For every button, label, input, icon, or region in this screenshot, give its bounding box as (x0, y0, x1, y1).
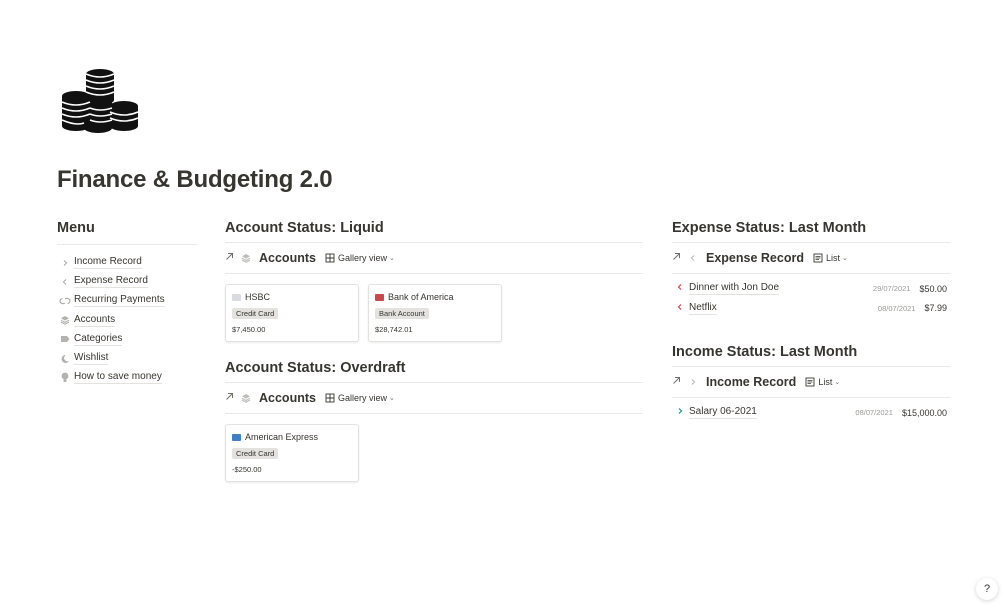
list-item[interactable] (672, 403, 950, 422)
card-name: American Express (245, 432, 319, 442)
view-label: List (825, 253, 840, 263)
list-item-date: 08/07/2021 (855, 408, 893, 418)
liquid-divider-bottom (225, 273, 643, 274)
card-icon (232, 434, 241, 441)
overdraft-divider-bottom (225, 413, 643, 414)
liquid-gallery (225, 284, 643, 342)
chevron-down-icon: ⌄ (841, 255, 848, 262)
expense-view-switcher[interactable] (813, 253, 848, 263)
overdraft-view-switcher[interactable] (325, 393, 395, 403)
list-item-date: 29/07/2021 (872, 284, 911, 294)
account-balance: -$250.00 (232, 465, 262, 474)
open-arrow-icon[interactable] (225, 392, 237, 404)
account-card-bank-of-america[interactable] (368, 284, 502, 342)
card-title-row (375, 291, 495, 303)
income-db-bar (672, 367, 950, 397)
flag-icon (232, 294, 241, 301)
gallery-view-icon (325, 393, 335, 403)
liquid-db-bar (225, 243, 643, 273)
income-divider-bottom (672, 397, 950, 398)
menu-item-label: Accounts (74, 313, 116, 325)
list-item-title: Dinner with Jon Doe (689, 282, 780, 294)
expense-heading: Expense Status: Last Month (672, 220, 867, 236)
page-title: Finance & Budgeting 2.0 (57, 166, 333, 193)
list-item-title: Netflix (689, 301, 717, 313)
card-name: Bank of America (388, 292, 454, 302)
chevron-left-icon (676, 283, 688, 294)
chevron-right-icon (687, 376, 699, 388)
menu-item-expense-record[interactable] (57, 272, 197, 291)
chevron-left-icon (676, 303, 688, 314)
coins-stack-icon[interactable] (60, 68, 140, 134)
overdraft-db-title[interactable]: Accounts (259, 391, 316, 405)
chevron-down-icon: ⌄ (388, 395, 395, 402)
menu-item-income-record[interactable] (57, 253, 197, 272)
menu-item-categories[interactable] (57, 330, 197, 349)
expense-db-bar (672, 243, 950, 273)
expense-section (672, 220, 950, 318)
list-item-amount: $15,000.00 (901, 407, 947, 418)
list-item[interactable] (672, 279, 950, 298)
card-title-row (232, 291, 352, 303)
list-item[interactable] (672, 298, 950, 317)
chevron-right-icon (58, 256, 72, 270)
liquid-db-title[interactable]: Accounts (259, 251, 316, 265)
moon-icon (58, 352, 72, 366)
menu-item-accounts[interactable] (57, 311, 197, 330)
account-balance: $28,742.01 (375, 325, 413, 334)
loop-icon (58, 294, 72, 308)
expense-db-title[interactable]: Expense Record (706, 251, 804, 265)
account-type-tag: Bank Account (375, 308, 429, 319)
menu-section (57, 220, 197, 387)
list-item-amount: $50.00 (919, 283, 947, 294)
chevron-down-icon: ⌄ (388, 255, 395, 262)
liquid-view-switcher[interactable] (325, 253, 395, 263)
layers-icon (58, 313, 72, 327)
view-label: Gallery view (337, 253, 387, 263)
open-arrow-icon[interactable] (672, 252, 684, 264)
open-arrow-icon[interactable] (225, 252, 237, 264)
menu-item-wishlist[interactable] (57, 349, 197, 368)
income-view-switcher[interactable] (805, 377, 840, 387)
overdraft-gallery (225, 424, 643, 482)
account-card-hsbc[interactable] (225, 284, 359, 342)
chevron-left-icon (58, 275, 72, 289)
menu-item-label: Categories (74, 332, 123, 344)
income-list (672, 403, 950, 422)
list-item-date: 08/07/2021 (877, 303, 916, 313)
view-label: Gallery view (337, 393, 387, 403)
income-section (672, 344, 950, 422)
expense-divider-bottom (672, 273, 950, 274)
menu-item-recurring-payments[interactable] (57, 291, 197, 310)
overdraft-db-bar (225, 383, 643, 413)
lightbulb-icon (58, 371, 72, 385)
overdraft-section (225, 360, 643, 482)
account-type-tag: Credit Card (232, 448, 278, 459)
menu-item-label: Expense Record (74, 275, 148, 287)
chevron-left-icon (687, 252, 699, 264)
expense-list (672, 279, 950, 318)
liquid-section (225, 220, 643, 342)
menu-item-label: How to save money (74, 371, 162, 383)
card-title-row (232, 431, 352, 443)
tag-icon (58, 332, 72, 346)
open-arrow-icon[interactable] (672, 376, 684, 388)
liquid-heading: Account Status: Liquid (225, 220, 384, 236)
list-view-icon (813, 253, 823, 263)
menu-item-label: Income Record (74, 256, 142, 268)
menu-item-how-to-save-money[interactable] (57, 368, 197, 387)
account-type-tag: Credit Card (232, 308, 278, 319)
help-button[interactable]: ? (976, 578, 998, 600)
chevron-down-icon: ⌄ (834, 379, 841, 386)
menu-list (57, 253, 197, 387)
income-db-title[interactable]: Income Record (706, 375, 797, 389)
list-item-amount: $7.99 (924, 303, 947, 314)
view-label: List (818, 377, 833, 387)
account-card-american-express[interactable] (225, 424, 359, 482)
account-balance: $7,450.00 (232, 325, 266, 334)
card-name: HSBC (245, 292, 271, 302)
list-view-icon (805, 377, 815, 387)
layers-icon (240, 392, 252, 404)
overdraft-heading: Account Status: Overdraft (225, 360, 406, 376)
menu-item-label: Wishlist (74, 352, 109, 364)
layers-icon (240, 252, 252, 264)
menu-divider (57, 244, 197, 245)
income-heading: Income Status: Last Month (672, 344, 858, 360)
menu-item-label: Recurring Payments (74, 294, 165, 306)
menu-heading: Menu (57, 220, 95, 236)
flag-icon (375, 294, 384, 301)
list-item-title: Salary 06-2021 (689, 406, 757, 418)
chevron-right-icon (676, 407, 688, 418)
gallery-view-icon (325, 253, 335, 263)
